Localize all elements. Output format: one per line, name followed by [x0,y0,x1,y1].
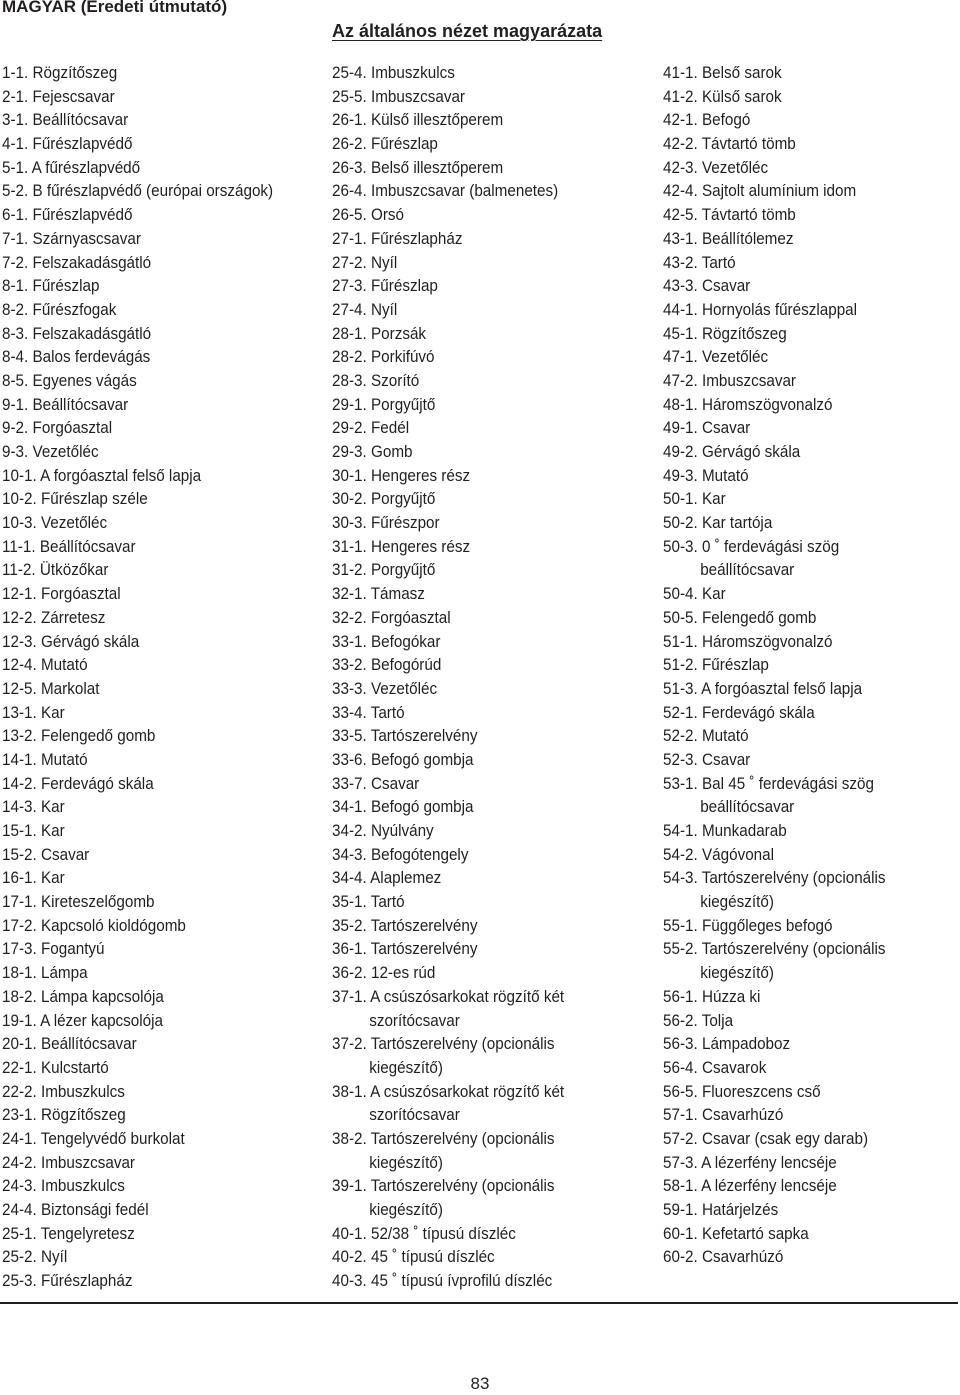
list-item: 54-2. Vágóvonal [663,845,775,864]
list-item: 18-1. Lámpa [2,964,88,983]
list-item: 12-3. Gérvágó skála [2,632,140,651]
list-item: 8-5. Egyenes vágás [2,371,137,390]
list-item: 52-3. Csavar [663,750,751,769]
list-item: 24-4. Biztonsági fedél [2,1201,149,1219]
list-item: 47-1. Vezetőléc [663,348,769,367]
list-item-continuation: beállítócsavar [700,798,795,817]
list-item: 40-2. 45 ˚ típusú díszléc [332,1248,495,1267]
list-item: 25-5. Imbuszcsavar [332,87,466,106]
list-item: 10-2. Fűrészlap széle [2,490,148,509]
list-item: 49-1. Csavar [663,419,751,438]
list-item-continuation: beállítócsavar [700,561,795,580]
list-item: 42-2. Távtartó tömb [663,135,796,154]
list-item: 40-1. 52/38 ˚ típusú díszléc [332,1224,516,1243]
list-item: 32-2. Forgóasztal [332,608,451,627]
list-item: 6-1. Fűrészlapvédő [2,206,133,225]
list-item: 25-1. Tengelyretesz [2,1224,135,1243]
list-item: 42-1. Befogó [663,111,751,130]
list-item: 8-4. Balos ferdevágás [2,348,151,367]
list-item: 23-1. Rögzítőszeg [2,1106,126,1125]
list-item: 12-2. Zárretesz [2,608,106,627]
list-item: 13-2. Felengedő gomb [2,727,156,746]
language-header: MAGYAR (Eredeti útmutató) [2,0,228,16]
list-item-continuation: kiegészítő) [700,893,774,912]
list-item: 30-3. Fűrészpor [332,514,440,533]
list-item: 56-3. Lámpadoboz [663,1035,791,1054]
list-item: 36-2. 12-es rúd [332,964,436,983]
list-item: 13-1. Kar [2,703,65,722]
list-item: 9-2. Forgóasztal [2,419,113,438]
list-item: 26-5. Orsó [332,206,405,225]
list-item: 25-4. Imbuszkulcs [332,64,455,82]
list-item: 3-1. Beállítócsavar [2,111,129,130]
list-item: 33-5. Tartószerelvény [332,727,478,746]
list-item: 32-1. Támasz [332,585,425,604]
list-item: 27-4. Nyíl [332,300,398,319]
list-item: 22-1. Kulcstartó [2,1058,109,1077]
list-item: 30-1. Hengeres rész [332,466,471,485]
list-item: 51-2. Fűrészlap [663,656,769,675]
list-item-continuation: szorítócsavar [369,1106,460,1125]
list-item: 45-1. Rögzítőszeg [663,324,787,343]
list-item: 17-2. Kapcsoló kioldógomb [2,916,186,935]
list-item: 56-5. Fluoreszcens cső [663,1082,821,1101]
list-item: 35-1. Tartó [332,893,405,912]
list-item: 5-1. A fűrészlapvédő [2,158,141,177]
list-item: 37-2. Tartószerelvény (opcionális [332,1035,555,1054]
list-item: 34-4. Alaplemez [332,869,442,888]
list-item: 29-1. Porgyűjtő [332,395,436,414]
list-item: 9-3. Vezetőléc [2,443,99,461]
list-item: 9-1. Beállítócsavar [2,395,129,414]
list-item: 41-1. Belső sarok [663,64,782,82]
list-item: 54-3. Tartószerelvény (opcionális [663,869,886,888]
list-item: 8-2. Fűrészfogak [2,300,117,319]
list-item: 25-2. Nyíl [2,1248,68,1267]
list-item: 14-3. Kar [2,798,65,817]
list-item: 27-3. Fűrészlap [332,277,438,296]
list-item: 50-2. Kar tartója [663,514,773,533]
list-item: 26-4. Imbuszcsavar (balmenetes) [332,182,559,201]
list-item: 19-1. A lézer kapcsolója [2,1011,164,1030]
list-item: 15-1. Kar [2,822,65,840]
list-item: 36-1. Tartószerelvény [332,940,478,959]
list-item: 43-1. Beállítólemez [663,229,794,248]
list-item: 35-2. Tartószerelvény [332,916,478,935]
list-item: 5-2. B fűrészlapvédő (európai országok) [2,182,274,201]
list-item: 29-2. Fedél [332,419,410,438]
list-item: 12-1. Forgóasztal [2,585,121,604]
list-item: 18-2. Lámpa kapcsolója [2,987,164,1006]
list-item: 1-1. Rögzítőszeg [2,64,118,82]
list-item: 43-3. Csavar [663,277,751,296]
list-item: 51-3. A forgóasztal felső lapja [663,679,863,698]
parts-list-column-3 [663,62,958,1270]
list-item: 57-1. Csavarhúzó [663,1106,784,1125]
list-item: 48-1. Háromszögvonalzó [663,395,833,414]
list-item: 20-1. Beállítócsavar [2,1035,137,1054]
list-item: 34-1. Befogó gombja [332,798,474,817]
list-item: 34-3. Befogótengely [332,845,469,864]
list-item: 33-7. Csavar [332,774,420,793]
parts-list-column-2 [332,62,657,1294]
list-item: 30-2. Porgyűjtő [332,490,436,509]
list-item: 12-5. Markolat [2,679,100,698]
list-item: 25-3. Fűrészlapház [2,1272,133,1291]
list-item: 39-1. Tartószerelvény (opcionális [332,1177,555,1196]
list-item: 8-1. Fűrészlap [2,277,100,296]
list-item: 38-2. Tartószerelvény (opcionális [332,1129,555,1148]
list-item: 28-1. Porzsák [332,324,427,343]
list-item: 43-2. Tartó [663,253,736,272]
list-item: 27-2. Nyíl [332,253,398,272]
list-item: 33-4. Tartó [332,703,405,722]
list-item: 52-1. Ferdevágó skála [663,703,815,722]
list-item: 53-1. Bal 45 ˚ ferdevágási szög [663,774,874,793]
list-item: 15-2. Csavar [2,845,90,864]
list-item: 50-3. 0 ˚ ferdevágási szög [663,537,840,556]
list-item: 54-1. Munkadarab [663,822,787,840]
list-item: 24-2. Imbuszcsavar [2,1153,136,1172]
list-item: 47-2. Imbuszcsavar [663,371,797,390]
list-item: 42-4. Sajtolt alumínium idom [663,182,857,201]
list-item: 26-3. Belső illesztőperem [332,158,504,177]
list-item: 33-6. Befogó gombja [332,750,474,769]
list-item: 49-3. Mutató [663,466,749,485]
footer-divider [0,1302,958,1304]
list-item: 38-1. A csúszósarkokat rögzítő két [332,1082,565,1101]
list-item: 51-1. Háromszögvonalzó [663,632,833,651]
list-item: 14-1. Mutató [2,750,88,769]
list-item: 42-5. Távtartó tömb [663,206,796,225]
list-item: 17-1. Kireteszelőgomb [2,893,155,912]
list-item-continuation: kiegészítő) [700,964,774,983]
list-item: 29-3. Gomb [332,443,413,461]
list-item: 10-3. Vezetőléc [2,514,108,533]
list-item: 7-1. Szárnyascsavar [2,229,141,248]
list-item: 37-1. A csúszósarkokat rögzítő két [332,987,565,1006]
list-item: 49-2. Gérvágó skála [663,443,801,461]
list-item: 57-2. Csavar (csak egy darab) [663,1129,869,1148]
list-item: 33-1. Befogókar [332,632,441,651]
list-item: 55-1. Függőleges befogó [663,916,833,935]
list-item: 24-1. Tengelyvédő burkolat [2,1129,185,1148]
list-item: 26-2. Fűrészlap [332,135,438,154]
list-item: 33-2. Befogórúd [332,656,442,675]
list-item: 44-1. Hornyolás fűrészlappal [663,300,858,319]
list-item: 8-3. Felszakadásgátló [2,324,152,343]
list-item: 4-1. Fűrészlapvédő [2,135,133,154]
list-item: 27-1. Fűrészlapház [332,229,463,248]
list-item: 57-3. A lézerfény lencséje [663,1153,837,1172]
list-item: 10-1. A forgóasztal felső lapja [2,466,202,485]
section-title: Az általános nézet magyarázata [332,21,603,41]
list-item-continuation: kiegészítő) [369,1153,443,1172]
list-item: 12-4. Mutató [2,656,88,675]
list-item: 52-2. Mutató [663,727,749,746]
list-item-continuation: szorítócsavar [369,1011,460,1030]
list-item: 56-1. Húzza ki [663,987,761,1006]
list-item: 60-1. Kefetartó sapka [663,1224,809,1243]
list-item: 31-1. Hengeres rész [332,537,471,556]
list-item: 60-2. Csavarhúzó [663,1248,784,1267]
list-item: 11-2. Ütközőkar [2,561,109,580]
list-item: 17-3. Fogantyú [2,940,105,959]
list-item: 33-3. Vezetőléc [332,679,438,698]
list-item: 42-3. Vezetőléc [663,158,769,177]
list-item: 34-2. Nyúlvány [332,822,434,840]
list-item: 56-2. Tolja [663,1011,734,1030]
list-item: 24-3. Imbuszkulcs [2,1177,125,1196]
list-item: 14-2. Ferdevágó skála [2,774,154,793]
list-item-continuation: kiegészítő) [369,1201,443,1219]
list-item: 59-1. Határjelzés [663,1201,779,1219]
list-item: 11-1. Beállítócsavar [2,537,136,556]
list-item: 41-2. Külső sarok [663,87,782,106]
list-item: 16-1. Kar [2,869,65,888]
list-item: 55-2. Tartószerelvény (opcionális [663,940,886,959]
list-item: 28-2. Porkifúvó [332,348,435,367]
parts-list-column-1 [2,62,327,1294]
list-item: 26-1. Külső illesztőperem [332,111,504,130]
list-item: 2-1. Fejescsavar [2,87,115,106]
list-item: 50-1. Kar [663,490,726,509]
list-item: 22-2. Imbuszkulcs [2,1082,125,1101]
list-item: 40-3. 45 ˚ típusú ívprofilú díszléc [332,1272,553,1291]
list-item: 50-5. Felengedő gomb [663,608,817,627]
list-item: 50-4. Kar [663,585,726,604]
list-item: 28-3. Szorító [332,371,420,390]
list-item: 7-2. Felszakadásgátló [2,253,152,272]
list-item-continuation: kiegészítő) [369,1058,443,1077]
page-number: 83 [470,1374,490,1393]
list-item: 56-4. Csavarok [663,1058,767,1077]
list-item: 31-2. Porgyűjtő [332,561,436,580]
list-item: 58-1. A lézerfény lencséje [663,1177,837,1196]
